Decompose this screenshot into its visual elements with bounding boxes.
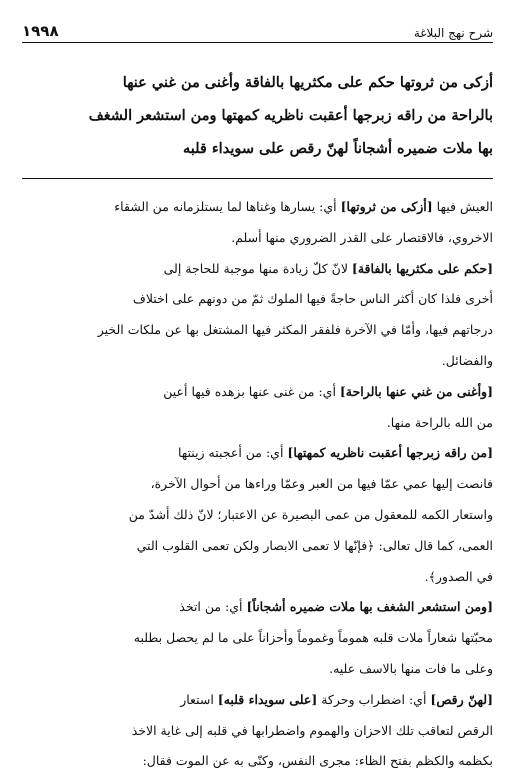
commentary-line: واستعار الكمه للمعقول من عمى البصيرة عن الاعتبار؛ لانّ ذلك أشدّ من: [128, 506, 493, 522]
commentary-line: والفضائل.: [441, 352, 493, 368]
commentary-text: أي: يسارها وغناها لما يستلزمانه من الشقاء: [114, 199, 341, 214]
commentary-line: [22, 254, 493, 285]
commentary-line: [22, 685, 493, 716]
commentary-line: [22, 377, 493, 408]
quoted-phrase: [لهنّ رقص]: [430, 691, 493, 707]
commentary-line: [22, 438, 493, 469]
quoted-phrase: [على سويداء قلبه]: [217, 691, 318, 707]
running-title: شرح نهج البلاغة: [413, 26, 493, 40]
page-header: [22, 14, 493, 40]
main-text-block: [22, 66, 493, 165]
section-separator: [22, 178, 493, 179]
quoted-phrase: [حكم على مكثريها بالفاقة]: [351, 260, 493, 276]
quoted-phrase: [من راقه زبرجها أعقبت ناظريه كمهتها]: [287, 445, 493, 461]
commentary-line: وعلى ما فات منها بالاسف عليه.: [329, 660, 493, 676]
commentary-line: [22, 592, 493, 623]
main-text-line: بها ملات ضميره أشجاناً لهنّ رقص على سويداء قلبه: [182, 140, 493, 157]
commentary-text: أي: من غنى عنها بزهده فيها أعين: [163, 383, 340, 399]
commentary-line: درجاتهم فيها، وأمّا في الآخرة فلفقر المكثر فيها المشتغل بها عن ملكات الخير: [97, 322, 493, 338]
page-number: ١٩٩٨: [22, 22, 59, 40]
commentary-text: أي: من اتخذ: [179, 599, 247, 615]
commentary-text: استعار: [180, 691, 218, 707]
commentary-line: العمى، كما قال تعالى: ﴿فإنّها لا تعمى الابصار ولكن تعمى القلوب التي: [136, 537, 493, 553]
main-text-line: أزكى من ثروتها حكم على مكثريها بالفاقة وأغنى من غني عنها: [122, 74, 493, 91]
commentary-line: بكظمه والكظم بفتح الظاء: مجرى النفس، وكنّى به عن الموت فقال:: [142, 753, 493, 769]
commentary-line: [22, 192, 493, 223]
header-rule: [22, 42, 493, 43]
commentary-text: أي: اضطراب وحركة: [317, 691, 431, 707]
commentary-line: من الله بالراحة منها.: [386, 414, 493, 430]
quoted-phrase: [ومن استشعر الشغف بها ملات ضميره أشجاناً]: [246, 599, 493, 615]
commentary-text: لانّ كلّ زيادة منها موجبة للحاجة إلى: [163, 260, 352, 276]
commentary-line: فانصت إليها عمي عمّا فيها من العبر وعمّا وراءها من أحوال الآخرة،: [150, 476, 493, 492]
quoted-phrase: [أزكى من ثروتها]: [340, 199, 433, 214]
commentary-block: [22, 192, 493, 769]
commentary-line: في الصدور﴾.: [424, 568, 493, 584]
main-text-line: بالراحة من راقه زبرجها أعقبت ناظريه كمهتها ومن استشعر الشغف: [88, 107, 493, 124]
commentary-line: أخرى فلذا كان أكثر الناس حاجةً فيها الملوك ثمّ من دونهم على اختلاف: [132, 291, 493, 307]
commentary-text: العيش فيها: [432, 199, 493, 214]
commentary-line: الاخروي، فالاقتصار على القدر الضروري منها أسلم.: [231, 229, 493, 245]
commentary-line: محبّتها شعاراً ملات قلبه هموماً وغموماً وأحزاناً على ما لم يحصل بطلبه: [133, 630, 493, 646]
commentary-line: الرقص لتعاقب تلك الاحزان والهموم واضطرابها في قلبه إلى غاية الاخذ: [131, 722, 493, 738]
commentary-text: أي: من أعجبته زينتها: [177, 445, 288, 461]
quoted-phrase: [وأغنى من غني عنها بالراحة]: [339, 383, 493, 399]
